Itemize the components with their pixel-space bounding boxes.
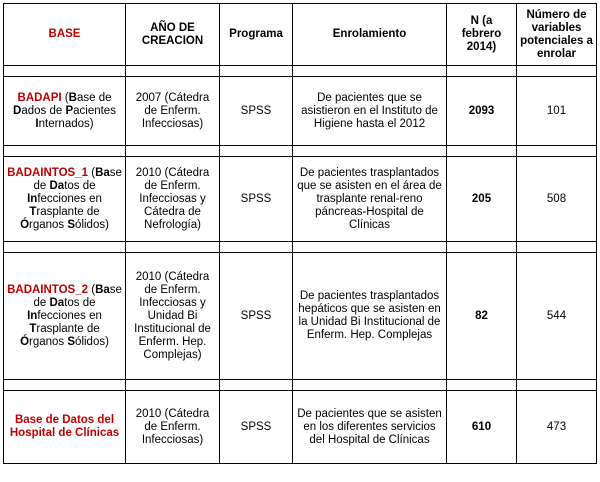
base-name-fragment: Ba [95,283,110,296]
base-name-fragment: BADAINTOS_1 [7,166,89,179]
cell-base [4,391,126,464]
base-name-fragment: In [27,192,38,205]
cell-enrolamiento: De pacientes trasplantados hepáticos que se asisten en la Unidad Bi Institucional de Enferm. Hep. Complejas [293,253,447,380]
cell-n: 610 [447,391,517,464]
base-name-fragment: rganos [29,218,68,231]
spacer-row [4,146,597,157]
cell-numero-variables: 101 [517,77,597,146]
database-table [3,3,597,464]
cell-enrolamiento: De pacientes trasplantados que se asisten en el área de trasplante renal-reno páncreas-Hospital de Clínicas [293,157,447,242]
base-name-fragment: ( [88,166,96,179]
cell-programa: SPSS [220,391,293,464]
base-name-fragment: Da [49,296,65,309]
base-name-fragment: P [65,104,74,117]
base-name-fragment: S [67,218,76,231]
database-table-container [3,3,597,464]
base-name-fragment: Da [49,179,65,192]
cell-numero-variables: 473 [517,391,597,464]
base-name-fragment: rganos [29,335,68,348]
base-name-fragment: rasplante de [36,205,100,218]
table-row [4,77,597,146]
base-name-fragment: tos de [64,296,96,309]
base-name-fragment: se de [33,166,122,192]
spacer-row [4,242,597,253]
cell-enrolamiento: De pacientes que se asistieron en el Instituto de Higiene hasta el 2012 [293,77,447,146]
header-row [4,4,597,66]
base-name-fragment: acientes [73,104,116,117]
header-base: BASE [4,4,126,66]
base-name-fragment: Ó [20,218,30,231]
base-name-fragment: T [29,205,37,218]
base-name-fragment: fecciones en [37,192,102,205]
header-enrolamiento: Enrolamiento [293,4,447,66]
base-name-fragment: ados de [21,104,66,117]
base-name-fragment: nternados) [38,117,94,130]
base-name-fragment: tos de [64,179,96,192]
base-name-fragment: Ó [20,335,30,348]
cell-base [4,77,126,146]
base-name-fragment: I [35,117,39,130]
cell-anio: 2010 (Cátedra de Enferm. Infecciosas) [126,391,220,464]
header-n: N (a febrero 2014) [447,4,517,66]
base-name-fragment: rasplante de [36,322,100,335]
base-name-fragment: ( [88,283,96,296]
base-name-fragment: ólidos) [75,218,109,231]
base-name-fragment: ase de [76,91,112,104]
cell-programa: SPSS [220,253,293,380]
cell-numero-variables: 508 [517,157,597,242]
base-name-fragment: BADAINTOS_2 [7,283,89,296]
base-name-fragment: S [67,335,76,348]
base-name-fragment: BADAPI [17,91,62,104]
spacer-row [4,66,597,77]
header-anio: AÑO DE CREACION [126,4,220,66]
cell-anio: 2010 (Cátedra de Enferm. Infecciosas y Unidad Bi Institucional de Enferm. Hep. Complejas) [126,253,220,380]
cell-anio: 2007 (Cátedra de Enferm. Infecciosas) [126,77,220,146]
cell-base [4,157,126,242]
base-name-fragment: ólidos) [75,335,109,348]
cell-numero-variables: 544 [517,253,597,380]
base-name-fragment: B [68,91,77,104]
base-name-fragment: D [13,104,22,117]
base-name-fragment: In [27,309,38,322]
cell-programa: SPSS [220,77,293,146]
cell-n: 82 [447,253,517,380]
base-name-fragment: Base de Datos del Hospital de Clínicas [9,414,120,439]
base-name-fragment: ( [61,91,69,104]
base-name-fragment: se de [33,283,122,309]
cell-n: 2093 [447,77,517,146]
header-programa: Programa [220,4,293,66]
table-row [4,157,597,242]
cell-base [4,253,126,380]
base-name-fragment: fecciones en [37,309,102,322]
table-row [4,391,597,464]
base-name-fragment: T [29,322,37,335]
base-name-fragment: Ba [95,166,110,179]
cell-enrolamiento: De pacientes que se asisten en los diferentes servicios del Hospital de Clínicas [293,391,447,464]
table-row [4,253,597,380]
cell-anio: 2010 (Cátedra de Enferm. Infecciosas y Cátedra de Nefrología) [126,157,220,242]
spacer-row [4,380,597,391]
header-numero-variables: Número de variables potenciales a enrolar [517,4,597,66]
cell-n: 205 [447,157,517,242]
cell-programa: SPSS [220,157,293,242]
